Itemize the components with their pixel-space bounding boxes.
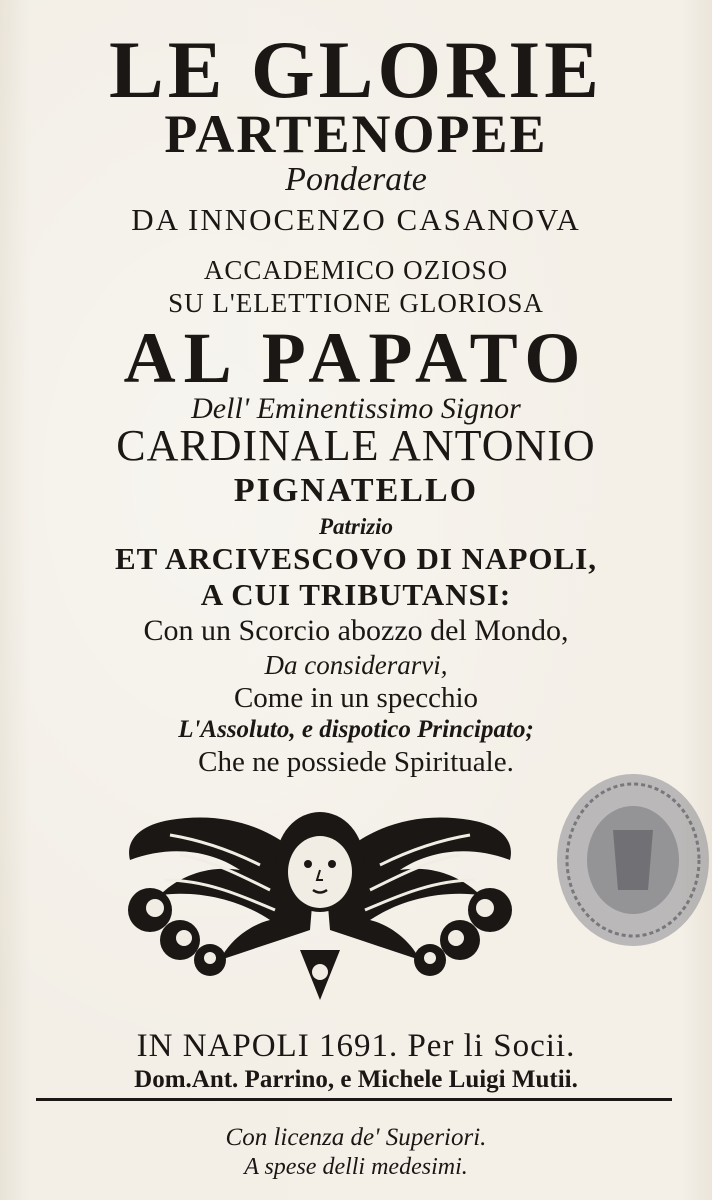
imprint-license: Con licenza de' Superiori. <box>225 1124 487 1151</box>
principato-line: L'Assoluto, e dispotico Principato; <box>178 716 534 743</box>
title-line-1: LE GLORIE <box>109 24 603 115</box>
dedication-line: Dell' Eminentissimo Signor <box>191 392 521 425</box>
surname-line: PIGNATELLO <box>233 472 479 509</box>
election-line: SU L'ELETTIONE GLORIOSA <box>168 288 544 318</box>
library-stamp-icon <box>553 770 712 950</box>
author-line: DA INNOCENZO CASANOVA <box>131 202 581 237</box>
imprint-expense: A spese delli medesimi. <box>244 1154 468 1180</box>
winged-cherub-woodcut-icon <box>110 800 530 1005</box>
title-line-2: PARTENOPEE <box>164 104 548 164</box>
archbishop-line: ET ARCIVESCOVO DI NAPOLI, <box>114 541 597 576</box>
patrizio-line: Patrizio <box>318 514 394 539</box>
tributansi-line: A CUI TRIBUTANSI: <box>200 577 512 612</box>
imprint-divider <box>36 1098 672 1101</box>
considerarvi-line: Da considerarvi, <box>264 650 448 680</box>
academy-line: ACCADEMICO OZIOSO <box>203 255 509 285</box>
imprint-place-year: IN NAPOLI 1691. Per li Socii. <box>136 1028 576 1064</box>
cardinal-line: CARDINALE ANTONIO <box>116 421 596 470</box>
scorcio-line: Con un Scorcio abozzo del Mondo, <box>143 614 569 647</box>
imprint-printers: Dom.Ant. Parrino, e Michele Luigi Mutii. <box>134 1066 578 1093</box>
subtitle-ponderate: Ponderate <box>285 161 427 198</box>
papato-line: AL PAPATO <box>123 318 589 398</box>
specchio-line: Come in un specchio <box>233 682 479 714</box>
spirituale-line: Che ne possiede Spirituale. <box>198 746 514 778</box>
